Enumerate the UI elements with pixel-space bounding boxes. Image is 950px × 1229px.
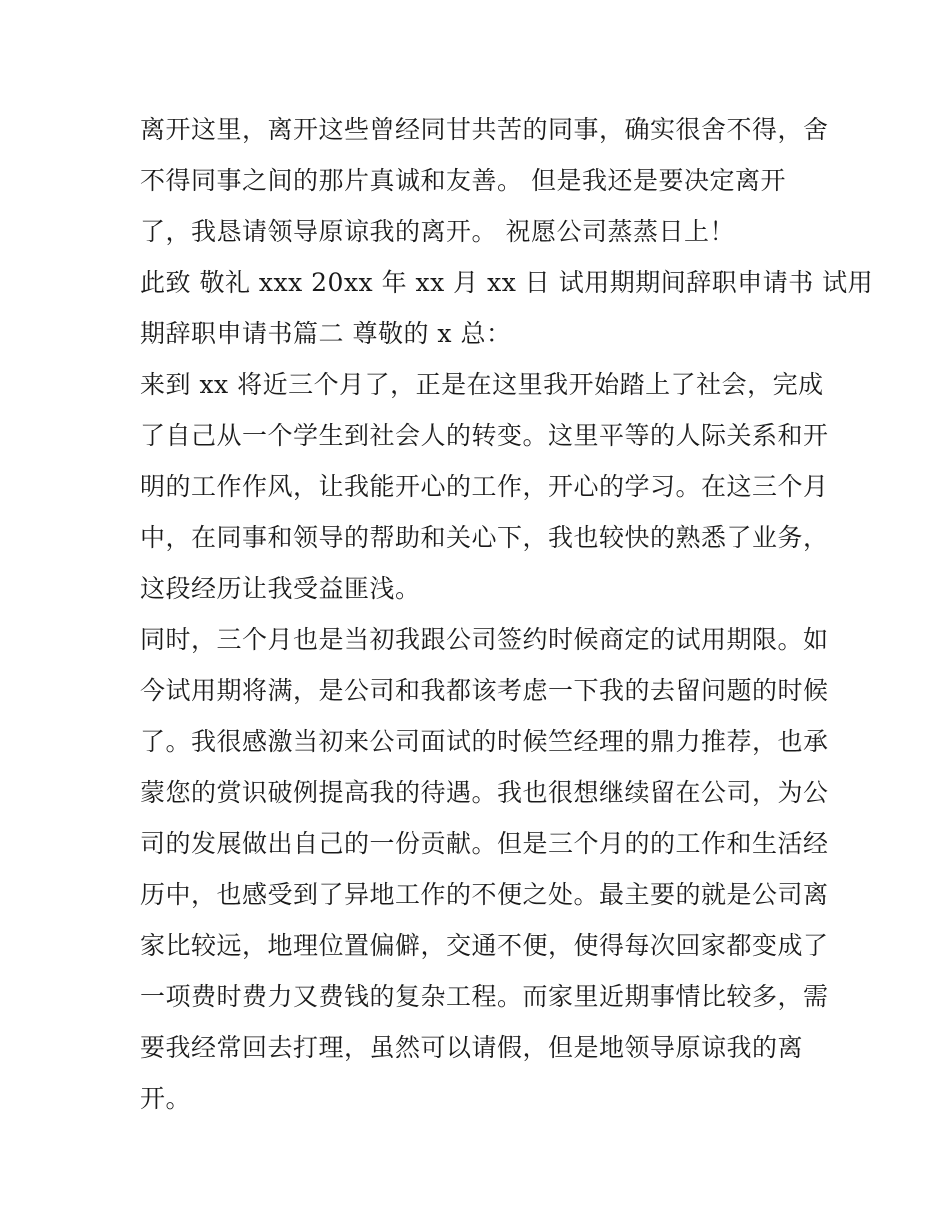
- text-line: 同时，三个月也是当初我跟公司签约时候商定的试用期限。如: [140, 625, 829, 654]
- text-line: 明的工作作风，让我能开心的工作，开心的学习。在这三个月: [140, 472, 829, 501]
- text-line: 一项费时费力又费钱的复杂工程。而家里近期事情比较多，需: [140, 982, 829, 1011]
- text-line: 开。: [140, 1084, 192, 1113]
- text-line: 司的发展做出自己的一份贡献。但是三个月的的工作和生活经: [140, 829, 829, 858]
- text-line: 家比较远，地理位置偏僻，交通不便，使得每次回家都变成了: [140, 931, 829, 960]
- text-line: 要我经常回去打理，虽然可以请假，但是地领导原谅我的离: [140, 1033, 804, 1062]
- text-line: 此致 敬礼 xxx 20xx 年 xx 月 xx 日 试用期期间辞职申请书 试用: [140, 268, 874, 297]
- text-line: 期辞职申请书篇二 尊敬的 x 总：: [140, 319, 512, 348]
- text-line: 离开这里，离开这些曾经同甘共苦的同事，确实很舍不得，舍: [140, 115, 829, 144]
- text-line: 了自己从一个学生到社会人的转变。这里平等的人际关系和开: [140, 421, 829, 450]
- text-line: 历中，也感受到了异地工作的不便之处。最主要的就是公司离: [140, 880, 829, 909]
- text-line: 今试用期将满，是公司和我都该考虑一下我的去留问题的时候: [140, 676, 829, 705]
- text-line: 了。我很感激当初来公司面试的时候竺经理的鼎力推荐，也承: [140, 727, 829, 756]
- document-body: [140, 104, 874, 1124]
- text-line: 这段经历让我受益匪浅。: [140, 574, 421, 603]
- text-line: 中，在同事和领导的帮助和关心下，我也较快的熟悉了业务，: [140, 523, 829, 552]
- text-line: 来到 xx 将近三个月了，正是在这里我开始踏上了社会，完成: [140, 370, 824, 399]
- text-line: 蒙您的赏识破例提高我的待遇。我也很想继续留在公司，为公: [140, 778, 829, 807]
- text-line: 了，我恳请领导原谅我的离开。 祝愿公司蒸蒸日上！: [140, 217, 735, 246]
- text-line: 不得同事之间的那片真诚和友善。 但是我还是要决定离开: [140, 166, 786, 195]
